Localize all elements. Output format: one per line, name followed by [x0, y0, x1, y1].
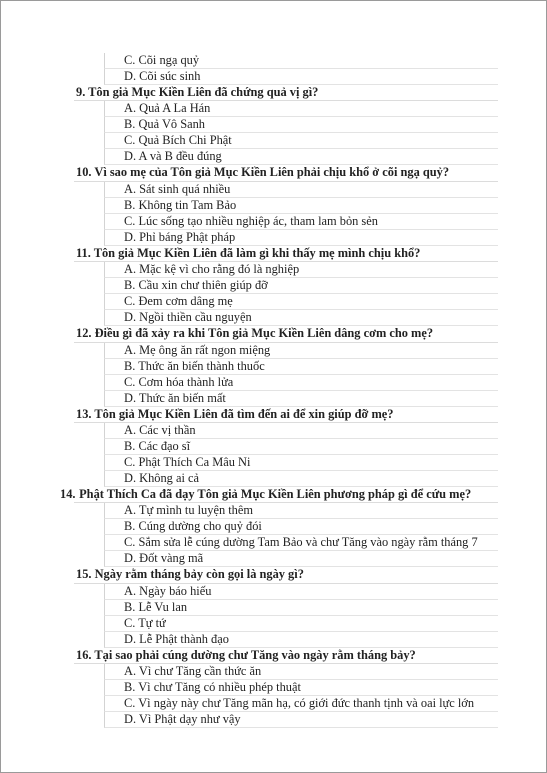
- answer-options: [74, 503, 498, 567]
- answer-option-label: B. Lễ Vu lan: [124, 599, 188, 614]
- question-number: 12.: [76, 326, 92, 341]
- answer-option-label: B. Không tin Tam Bảo: [124, 197, 237, 212]
- leading-options: [74, 53, 498, 85]
- answer-option: [104, 310, 498, 326]
- answer-option: [104, 278, 498, 294]
- question-text: Tôn giả Mục Kiền Liên đã tìm đến ai để xin giúp đỡ mẹ?: [94, 406, 394, 421]
- answer-option-label: A. Mặc kệ vì cho rằng đó là nghiệp: [124, 262, 300, 277]
- answer-option-label: B. Quả Vô Sanh: [124, 117, 205, 132]
- answer-option: [104, 214, 498, 230]
- answer-options: [74, 262, 498, 326]
- answer-option: [104, 343, 498, 359]
- answer-option: [104, 133, 498, 149]
- question-block: [74, 567, 498, 647]
- answer-option: [104, 69, 498, 85]
- answer-option: [104, 455, 498, 471]
- answer-options: [74, 101, 498, 165]
- question-heading: [74, 567, 498, 583]
- answer-option-label: D. Cõi súc sinh: [124, 69, 201, 83]
- question-text: Tại sao phải cúng dường chư Tăng vào ngày rằm tháng bảy?: [94, 647, 416, 662]
- question-number: 13.: [76, 406, 92, 421]
- answer-option-label: A. Mẹ ông ăn rất ngon miệng: [124, 342, 271, 357]
- answer-option-label: A. Sát sinh quá nhiều: [124, 181, 231, 196]
- answer-option: [104, 664, 498, 680]
- answer-option-label: D. Ngồi thiền cầu nguyện: [124, 310, 252, 325]
- answer-option-label: A. Quả A La Hán: [124, 101, 211, 116]
- answer-option: [104, 600, 498, 616]
- question-number: 10.: [76, 165, 92, 180]
- question-text: Điều gì đã xảy ra khi Tôn giả Mục Kiền Liên dâng cơm cho mẹ?: [94, 326, 434, 341]
- question-text: Phật Thích Ca đã dạy Tôn giả Mục Kiền Liên phương pháp gì để cứu mẹ?: [79, 487, 472, 502]
- answer-option-label: D. Đốt vàng mã: [124, 551, 204, 566]
- answer-option: [104, 519, 498, 535]
- answer-options: [74, 584, 498, 648]
- answer-option: [104, 680, 498, 696]
- question-number: 16.: [76, 647, 92, 662]
- answer-option: [104, 117, 498, 133]
- answer-option: [104, 423, 498, 439]
- answer-option: [104, 182, 498, 198]
- question-text: Tôn giả Mục Kiền Liên đã chứng quả vị gì?: [88, 85, 319, 99]
- answer-option: [104, 632, 498, 648]
- answer-options: [74, 343, 498, 407]
- answer-options: [74, 182, 498, 246]
- question-text: Tôn giả Mục Kiền Liên đã làm gì khi thấy mẹ mình chịu khổ?: [93, 245, 421, 260]
- question-block: [74, 85, 498, 165]
- answer-option: [104, 439, 498, 455]
- question-block: [74, 407, 498, 487]
- answer-option: [104, 149, 498, 165]
- answer-option: [104, 230, 498, 246]
- question-list: [60, 85, 498, 728]
- answer-option-label: C. Đem cơm dâng mẹ: [124, 294, 233, 309]
- question-text: Ngày rằm tháng bảy còn gọi là ngày gì?: [94, 567, 304, 582]
- question-heading: [74, 246, 498, 262]
- answer-option: [104, 551, 498, 567]
- answer-option: [104, 503, 498, 519]
- question-heading: [74, 85, 498, 101]
- answer-option-label: C. Sắm sửa lễ cúng dường Tam Bảo và chư Tăng vào ngày rằm tháng 7: [124, 535, 478, 550]
- answer-options: [74, 423, 498, 487]
- question-heading: [74, 648, 498, 664]
- question-block: [74, 326, 498, 406]
- answer-option-label: B. Cúng dường cho quỷ đói: [124, 519, 262, 534]
- answer-option-label: D. Phỉ báng Phật pháp: [124, 229, 236, 244]
- answer-option-label: C. Phật Thích Ca Mâu Ni: [124, 455, 251, 470]
- answer-option: [104, 375, 498, 391]
- answer-option: [104, 696, 498, 712]
- answer-option-label: B. Cầu xin chư thiên giúp đỡ: [124, 278, 268, 293]
- question-heading: [74, 407, 498, 423]
- answer-option-label: B. Các đạo sĩ: [124, 439, 191, 454]
- answer-option-label: C. Lúc sống tạo nhiều nghiệp ác, tham lam bỏn sẻn: [124, 213, 378, 228]
- question-heading: [74, 165, 498, 181]
- answer-option: [104, 53, 498, 69]
- answer-option-label: A. Vì chư Tăng cần thức ăn: [124, 664, 262, 679]
- answer-option-label: B. Vì chư Tăng có nhiều phép thuật: [124, 680, 301, 695]
- question-block: [74, 165, 498, 245]
- answer-option-label: D. Không ai cả: [124, 471, 200, 486]
- answer-option-label: A. Ngày báo hiếu: [124, 583, 212, 598]
- answer-option: [104, 359, 498, 375]
- answer-option-label: C. Tự tứ: [124, 615, 166, 630]
- question-block: [74, 246, 498, 326]
- answer-option: [104, 584, 498, 600]
- question-number: 9.: [76, 85, 86, 99]
- answer-option: [104, 391, 498, 407]
- question-heading: [74, 326, 498, 342]
- answer-option-label: C. Quả Bích Chi Phật: [124, 133, 232, 148]
- question-text: Vì sao mẹ của Tôn giả Mục Kiền Liên phải chịu khổ ở cõi ngạ quỷ?: [94, 165, 450, 180]
- question-heading: 14. Phật Thích Ca đã dạy Tôn giả Mục Kiền Liên phương pháp gì để cứu mẹ?: [74, 487, 498, 503]
- answer-option: [104, 262, 498, 278]
- question-block: [60, 487, 498, 567]
- answer-option-label: D. Lễ Phật thành đạo: [124, 631, 229, 646]
- answer-option: [104, 101, 498, 117]
- answer-option: [104, 616, 498, 632]
- answer-option-label: B. Thức ăn biến thành thuốc: [124, 358, 265, 373]
- answer-option-label: A. Tự mình tu luyện thêm: [124, 503, 254, 518]
- answer-option-label: C. Cơm hóa thành lửa: [124, 374, 234, 389]
- answer-option: [104, 535, 498, 551]
- answer-option-label: D. Vì Phật dạy như vậy: [124, 712, 241, 727]
- answer-option: [104, 712, 498, 728]
- answer-option: [104, 294, 498, 310]
- answer-option: [104, 471, 498, 487]
- answer-option-label: A. Các vị thần: [124, 423, 196, 438]
- answer-option-label: C. Vì ngày này chư Tăng mãn hạ, có giới đức thanh tịnh và oai lực lớn: [124, 696, 475, 711]
- question-number: 11.: [76, 245, 91, 260]
- quiz-content: [60, 53, 498, 728]
- answer-option-label: D. A và B đều đúng: [124, 149, 222, 164]
- question-block: [74, 648, 498, 728]
- answer-option: [104, 198, 498, 214]
- answer-option-label: D. Thức ăn biến mất: [124, 390, 226, 405]
- answer-option-label: C. Cõi ngạ quỷ: [124, 53, 200, 67]
- question-number: 15.: [76, 567, 92, 582]
- answer-options: [74, 664, 498, 728]
